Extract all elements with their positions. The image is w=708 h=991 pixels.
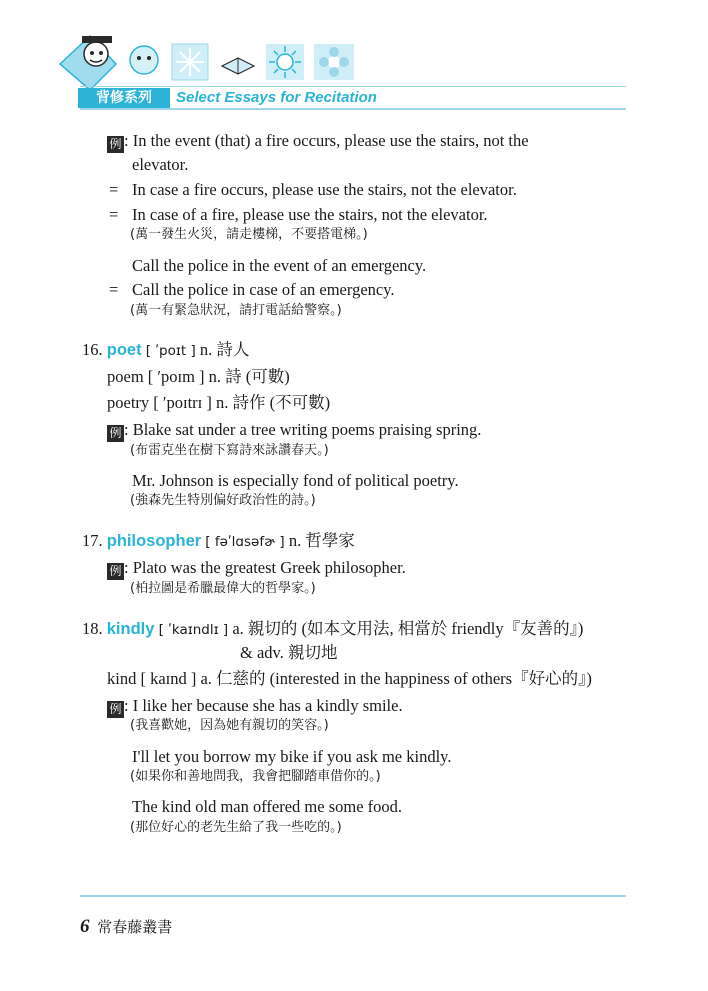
entry-16-example-1: 例 : Blake sat under a tree writing poems praising spring.	[107, 420, 481, 442]
intro-translation-2: (萬一有緊急狀況，請打電話給警察。)	[130, 303, 342, 318]
intro-example-line1: 例 : In the event (that) a fire occurs, please use the stairs, not the	[107, 131, 529, 153]
entry-18-headword: 18. kindly [ ʹkaɪndlɪ ] a. 親切的 (如本文用法, 相當於 friendly『友善的』)	[82, 619, 584, 638]
example-mark-icon: 例	[107, 701, 124, 718]
entry-phonetic: [ ʹpoɪt ]	[145, 343, 196, 359]
header-rule-top	[80, 86, 626, 87]
footer-rule	[80, 895, 626, 897]
entry-17-translation-1: (柏拉圖是希臘最偉大的哲學家。)	[130, 581, 316, 596]
entry-18-translation-3: (那位好心的老先生給了我一些吃的。)	[130, 820, 342, 835]
entry-16-translation-1: (布雷克坐在樹下寫詩來詠讚春天。)	[130, 443, 329, 458]
entry-word: kindly	[106, 620, 155, 638]
entry-phonetic: [ ʹkaɪndlɪ ]	[158, 622, 229, 638]
entry-16-related-1: poem [ ʹpoɪm ] n. 詩 (可數)	[107, 367, 290, 386]
intro-example-line1b: elevator.	[132, 155, 189, 174]
intro-example-line2: In case a fire occurs, please use the stairs, not the elevator.	[132, 180, 517, 199]
entry-18-pos-2: & adv. 親切地	[240, 643, 338, 662]
entry-18-translation-1: (我喜歡她，因為她有親切的笑容。)	[130, 718, 329, 733]
example-mark-icon: 例	[107, 563, 124, 580]
entry-18-related-1: kind [ kaɪnd ] a. 仁慈的 (interested in the happiness of others『好心的』)	[107, 669, 592, 688]
equals-mark: =	[109, 280, 119, 299]
example-mark-icon: 例	[107, 425, 124, 442]
flower-icon	[314, 44, 354, 80]
entry-18-translation-2: (如果你和善地問我，我會把腳踏車借你的。)	[130, 769, 381, 784]
entry-word: poet	[106, 341, 142, 359]
sun-icon	[266, 44, 304, 80]
entry-17-example-1: 例 : Plato was the greatest Greek philosopher.	[107, 558, 406, 580]
cartoon-face-icon	[130, 46, 158, 74]
entry-17-headword: 17. philosopher [ fəʹlɑsəfɚ ] n. 哲學家	[82, 531, 355, 550]
entry-phonetic: [ fəʹlɑsəfɚ ]	[205, 534, 285, 550]
entry-18-example-1: 例 : I like her because she has a kindly smile.	[107, 696, 403, 718]
entry-18-example-2: I'll let you borrow my bike if you ask me kindly.	[132, 747, 452, 766]
series-title: Select Essays for Recitation	[176, 89, 377, 106]
page-number: 6	[80, 916, 90, 937]
intro-translation-1: (萬一發生火災，請走樓梯，不要搭電梯。)	[130, 227, 368, 242]
mascot-icon	[60, 36, 116, 90]
header-illustration	[52, 24, 362, 90]
entry-16-headword: 16. poet [ ʹpoɪt ] n. 詩人	[82, 340, 250, 359]
page-footer	[80, 916, 172, 938]
equals-mark: =	[109, 180, 119, 199]
entry-pos: n. 哲學家	[288, 531, 355, 550]
equals-mark: =	[109, 205, 119, 224]
intro-example-line3: In case of a fire, please use the stairs, not the elevator.	[132, 205, 488, 224]
publisher-name: 常春藤叢書	[97, 918, 173, 936]
entry-18-example-3: The kind old man offered me some food.	[132, 797, 403, 816]
series-badge: 背修系列	[78, 88, 170, 108]
entry-pos: n. 詩人	[199, 340, 250, 359]
book-icon	[218, 44, 258, 80]
intro-example-line4: Call the police in the event of an emergency.	[132, 256, 427, 275]
entry-pos: a. 親切的 (如本文用法, 相當於 friendly『友善的』)	[232, 619, 584, 638]
entry-word: philosopher	[106, 532, 202, 550]
example-mark-icon: 例	[107, 136, 124, 153]
entry-16-translation-2: (強森先生特別偏好政治性的詩。)	[130, 493, 316, 508]
entry-16-example-2: Mr. Johnson is especially fond of political poetry.	[132, 471, 459, 490]
intro-example-line5: Call the police in case of an emergency.	[132, 280, 395, 299]
header-rule	[80, 108, 626, 110]
entry-16-related-2: poetry [ ʹpoɪtrɪ ] n. 詩作 (不可數)	[107, 393, 331, 412]
